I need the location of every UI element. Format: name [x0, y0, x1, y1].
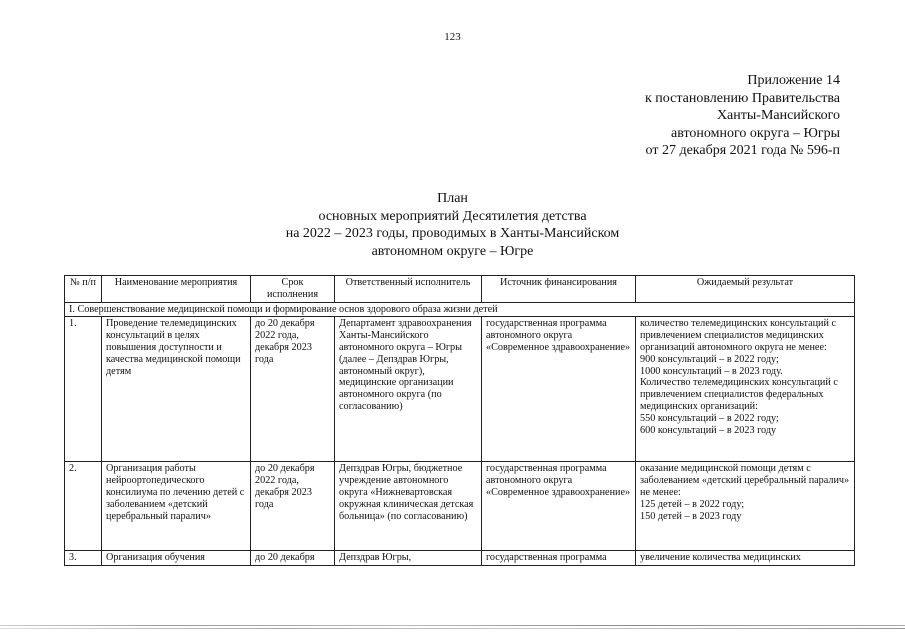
- section-row: [65, 302, 855, 317]
- cell-name: Организация обучения: [102, 551, 251, 566]
- cell-deadline: до 20 декабря: [251, 551, 335, 566]
- cell-funding: государственная программа автономного округа «Современное здравоохранение»: [482, 317, 636, 462]
- table-row: [65, 551, 855, 566]
- cell-result: [636, 317, 855, 462]
- result-line: 900 консультаций – в 2022 году;: [640, 353, 779, 365]
- title-line: автономном округе – Югре: [371, 243, 534, 259]
- header-result: Ожидаемый результат: [636, 276, 855, 303]
- header-responsible: Ответственный исполнитель: [335, 276, 482, 303]
- cell-num: 2.: [65, 462, 102, 551]
- table-header-row: [65, 276, 855, 303]
- page-number: 123: [444, 31, 461, 43]
- scan-artifact: [0, 625, 905, 626]
- cell-result: [636, 462, 855, 551]
- header-num: № п/п: [65, 276, 102, 303]
- plan-table: [64, 275, 855, 566]
- result-line: оказание медицинской помощи детям с заболеванием «детский церебральный паралич» не менее:: [640, 463, 850, 498]
- cell-num: 3.: [65, 551, 102, 566]
- cell-num: 1.: [65, 317, 102, 462]
- header-name: Наименование мероприятия: [102, 276, 251, 303]
- cell-name: Проведение телемедицинских консультаций в целях повышения доступности и качества медицинской помощи детям: [102, 317, 251, 462]
- cell-funding: государственная программа автономного округа «Современное здравоохранение»: [482, 462, 636, 551]
- appendix-line: Приложение 14: [747, 73, 840, 88]
- appendix-line: от 27 декабря 2021 года № 596-п: [645, 143, 840, 158]
- table-row: [65, 462, 855, 551]
- document-title: [0, 190, 905, 260]
- appendix-header: [645, 72, 840, 160]
- section-title: I. Совершенствование медицинской помощи и формирование основ здорового образа жизни детей: [65, 302, 855, 317]
- result-line: 150 детей – в 2023 году: [640, 510, 742, 522]
- cell-deadline: до 20 декабря 2022 года, декабря 2023 года: [251, 317, 335, 462]
- title-line: основных мероприятий Десятилетия детства: [318, 208, 587, 224]
- title-line: План: [437, 191, 468, 206]
- appendix-line: к постановлению Правительства: [644, 90, 840, 106]
- cell-name: Организация работы нейроортопедического консилиума по лечению детей с заболеванием «детский церебральный паралич»: [102, 462, 251, 551]
- result-line: количество телемедицинских консультаций с привлечением специалистов медицинских организаций автономного округа не менее:: [640, 318, 837, 353]
- result-line: Количество телемедицинских консультаций с привлечением специалистов федеральных медицинских организаций:: [640, 377, 838, 412]
- title-line: на 2022 – 2023 годы, проводимых в Ханты-Мансийском: [285, 226, 620, 241]
- cell-responsible: Депздрав Югры, бюджетное учреждение автономного округа «Нижневартовская окружная клиническая детская больница» (по согласованию): [335, 462, 482, 551]
- cell-funding: государственная программа: [482, 551, 636, 566]
- cell-result: увеличение количества медицинских: [636, 551, 855, 566]
- cell-deadline: до 20 декабря 2022 года, декабря 2023 года: [251, 462, 335, 551]
- header-deadline: Срок исполнения: [251, 276, 335, 303]
- appendix-line: Ханты-Мансийского: [716, 108, 840, 123]
- header-funding: Источник финансирования: [482, 276, 636, 303]
- result-line: 1000 консультаций – в 2023 году.: [640, 365, 783, 377]
- result-line: 600 консультаций – в 2023 году: [640, 424, 777, 436]
- appendix-line: автономного округа – Югры: [671, 125, 840, 141]
- scan-artifact: [0, 628, 905, 629]
- table-row: [65, 317, 855, 462]
- cell-responsible: Департамент здравоохранения Ханты-Мансийского автономного округа – Югры (далее – Депздрав Югры, автономный округ), медицинские организации автономного округа (по согласованию): [335, 317, 482, 462]
- result-line: 125 детей – в 2022 году;: [640, 498, 745, 510]
- result-line: 550 консультаций – в 2022 году;: [640, 412, 779, 424]
- cell-responsible: Депздрав Югры,: [335, 551, 482, 566]
